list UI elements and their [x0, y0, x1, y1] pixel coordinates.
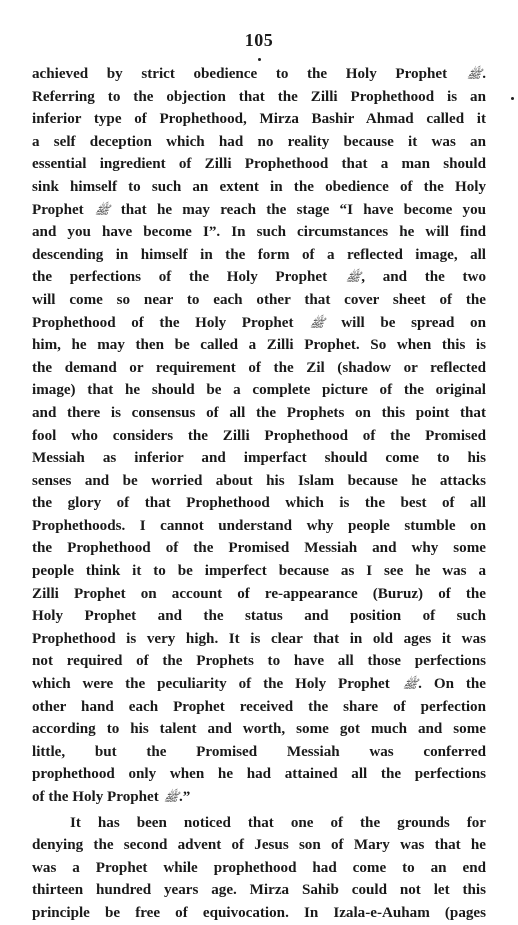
text-line [32, 402, 486, 425]
text-line [32, 108, 486, 131]
text-line [32, 696, 486, 719]
salutation-icon: ﷺ [401, 677, 419, 692]
line-text: Zilli Prophet on account of re-appearance (Buruz) of the [32, 585, 486, 602]
text-line [32, 131, 486, 154]
text-line [32, 718, 486, 741]
text-line [32, 650, 486, 673]
line-text: and there is consensus of all the Prophets on this point that [32, 404, 486, 421]
line-text: principle be free of equivocation. In Izala-e-Auham (pages [32, 904, 486, 921]
page-number: 105 [244, 30, 274, 50]
line-text: . [482, 66, 486, 82]
line-text: prophethood only when he had attained all the perfections [32, 766, 486, 783]
line-text: the glory of that Prophethood which is the best of all [32, 495, 486, 512]
salutation-icon: ﷺ [465, 67, 483, 81]
ink-dot [258, 58, 261, 61]
salutation-icon: ﷺ [344, 270, 362, 285]
line-text: denying the second advent of Jesus son of Mary was that he [32, 837, 486, 854]
line-text: .” [179, 789, 191, 805]
line-text: the perfections of the Holy Prophet [32, 269, 345, 286]
text-line [32, 537, 486, 560]
text-line [32, 379, 486, 402]
text-line [32, 199, 486, 222]
line-text: inferior type of Prophethood, Mirza Bashir Ahmad called it [32, 111, 486, 128]
text-line [32, 812, 486, 835]
line-text: It has been noticed that one of the grounds for [70, 814, 486, 831]
text-line [32, 902, 486, 925]
line-text: which were the peculiarity of the Holy Prophet [32, 676, 402, 693]
text-line [32, 266, 486, 289]
text-line [32, 289, 486, 312]
text-line [32, 312, 486, 335]
line-text: thirteen hundred years age. Mirza Sahib could not let this [32, 882, 486, 899]
line-text: Prophethood of the Holy Prophet [32, 314, 310, 331]
text-line [32, 763, 486, 786]
line-text: Holy Prophet and the status and position of such [32, 608, 486, 625]
text-line [32, 583, 486, 606]
line-text: a self deception which had no reality because it was an [32, 133, 486, 150]
text-line [32, 560, 486, 583]
line-text: that he may reach the stage “I have become you [110, 201, 487, 218]
text-line [32, 176, 486, 199]
line-text: Prophet [32, 201, 94, 218]
paragraph-2 [32, 812, 486, 925]
text-line [32, 447, 486, 470]
text-line [32, 470, 486, 493]
line-text: the demand or requirement of the Zil (shadow or reflected [32, 359, 486, 376]
line-text: according to his talent and worth, some got much and some [32, 721, 486, 738]
text-line [32, 673, 486, 696]
line-text: the Prophethood of the Promised Messiah and why some [32, 540, 486, 557]
line-text: him, he may then be called a Zilli Prophet. So when this is [32, 337, 486, 354]
line-text: Referring to the objection that the Zilli Prophethood is an [32, 88, 486, 105]
text-line [32, 63, 486, 86]
line-text: sink himself to such an extent in the obedience of the Holy [32, 178, 486, 195]
line-text: other hand each Prophet received the share of perfection [32, 698, 486, 715]
line-text: image) that he should be a complete picture of the original [32, 382, 486, 399]
line-text: descending in himself in the form of a reflected image, all [32, 246, 486, 263]
line-text: people think it to be imperfect because as I see he was a [32, 563, 486, 580]
line-text: fool who considers the Zilli Prophethood of the Promised [32, 427, 486, 444]
text-line [32, 492, 486, 515]
text-line [32, 857, 486, 880]
line-text: achieved by strict obedience to the Holy Prophet [32, 66, 466, 82]
line-text: of the Holy Prophet [32, 789, 163, 805]
salutation-icon: ﷺ [162, 790, 180, 804]
line-text: was a Prophet while prophethood had come to an end [32, 859, 486, 876]
line-text: . On the [418, 676, 486, 693]
paragraph-1 [32, 63, 486, 809]
line-text: little, but the Promised Messiah was conferred [32, 743, 486, 760]
text-line [32, 879, 486, 902]
text-line [32, 628, 486, 651]
salutation-icon: ﷺ [93, 202, 111, 217]
text-line [32, 244, 486, 267]
line-text: and you have become I”. In such circumstances he will find [32, 224, 486, 241]
text-line [32, 153, 486, 176]
text-line [32, 86, 486, 109]
line-text: senses and be worried about his Islam because he attacks [32, 472, 486, 489]
line-text: Prophethood is very high. It is clear that in old ages it was [32, 630, 486, 647]
text-line [32, 515, 486, 538]
line-text: Messiah as inferior and imperfact should come to his [32, 450, 486, 467]
body-text [32, 63, 486, 925]
text-line [32, 221, 486, 244]
margin-dot [511, 97, 514, 100]
line-text: Prophethoods. I cannot understand why people stumble on [32, 517, 486, 534]
text-line [32, 741, 486, 764]
text-line [32, 425, 486, 448]
line-text: essential ingredient of Zilli Prophethood that a man should [32, 156, 486, 173]
text-line [32, 334, 486, 357]
text-line [32, 357, 486, 380]
text-line [32, 834, 486, 857]
line-text: not required of the Prophets to have all those perfections [32, 653, 486, 670]
text-line [32, 605, 486, 628]
line-text: will be spread on [325, 314, 486, 331]
salutation-icon: ﷺ [308, 315, 326, 330]
line-text: will come so near to each other that cover sheet of the [32, 291, 486, 308]
line-text: , and the two [361, 269, 486, 286]
text-line [32, 786, 486, 809]
